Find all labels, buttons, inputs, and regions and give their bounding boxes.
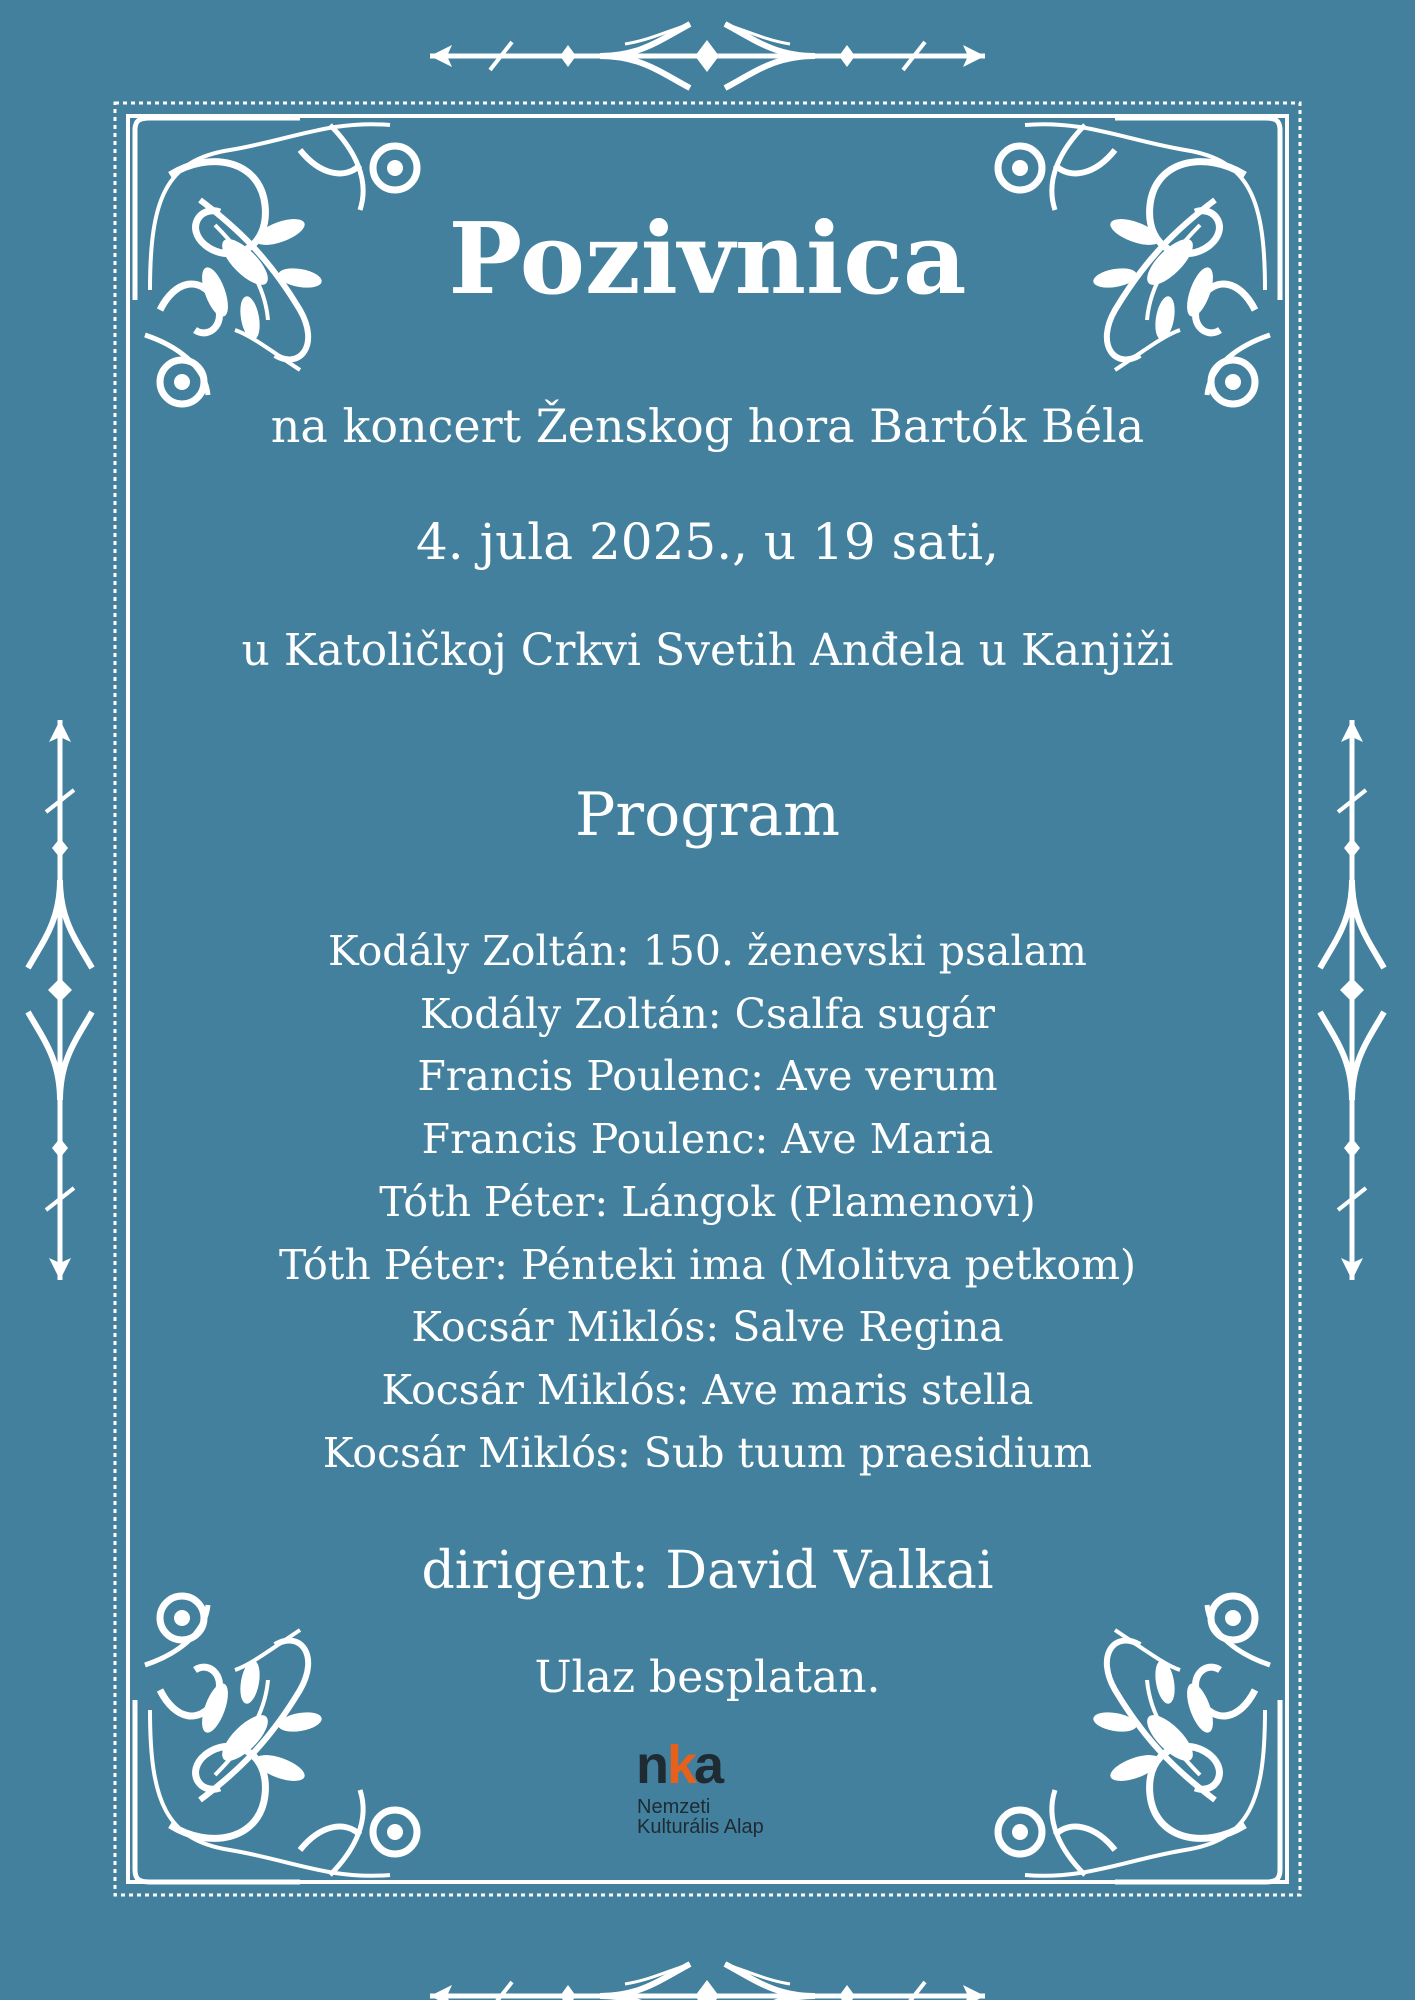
invitation-title: Pozivnica bbox=[448, 202, 967, 317]
program-item: Francis Poulenc: Ave verum bbox=[417, 1052, 998, 1101]
program-item: Kocsár Miklós: Ave maris stella bbox=[381, 1365, 1034, 1414]
nka-logo bbox=[636, 1733, 786, 1843]
logo-text-nemzeti: Nemzeti bbox=[637, 1796, 711, 1818]
program-item: Tóth Péter: Lángok (Plamenovi) bbox=[379, 1177, 1036, 1226]
program-item: Kodály Zoltán: Csalfa sugár bbox=[419, 989, 996, 1038]
program-item: Tóth Péter: Pénteki ima (Molitva petkom) bbox=[279, 1240, 1136, 1289]
program-heading: Program bbox=[575, 780, 840, 850]
concert-date-time: 4. jula 2025., u 19 sati, bbox=[416, 513, 999, 571]
nka-logo-mark bbox=[636, 1733, 746, 1793]
conductor-line: dirigent: David Valkai bbox=[421, 1541, 994, 1601]
concert-description: na koncert Ženskog hora Bartók Béla bbox=[270, 399, 1145, 453]
program-item: Kocsár Miklós: Salve Regina bbox=[411, 1303, 1004, 1352]
logo-text-kulturalis-alap: Kulturális Alap bbox=[637, 1816, 764, 1838]
program-list bbox=[0, 920, 1415, 1484]
logo-letter-a: a bbox=[694, 1735, 725, 1793]
program-item: Kodály Zoltán: 150. ženevski psalam bbox=[328, 927, 1087, 975]
arrow-ornament-bottom bbox=[430, 1964, 985, 2000]
corner-ornament-bottom-right bbox=[998, 1596, 1280, 1882]
free-entry-note: Ulaz besplatan. bbox=[534, 1652, 881, 1703]
logo-letter-k: k bbox=[667, 1735, 698, 1793]
corner-ornament-bottom-left bbox=[135, 1596, 417, 1882]
program-item: Francis Poulenc: Ave Maria bbox=[421, 1115, 994, 1164]
arrow-ornament-top bbox=[430, 24, 985, 88]
program-item: Kocsár Miklós: Sub tuum praesidium bbox=[322, 1428, 1093, 1477]
concert-location: u Katoličkoj Crkvi Svetih Anđela u Kanjiži bbox=[241, 625, 1174, 676]
logo-letter-n: n bbox=[636, 1735, 669, 1793]
